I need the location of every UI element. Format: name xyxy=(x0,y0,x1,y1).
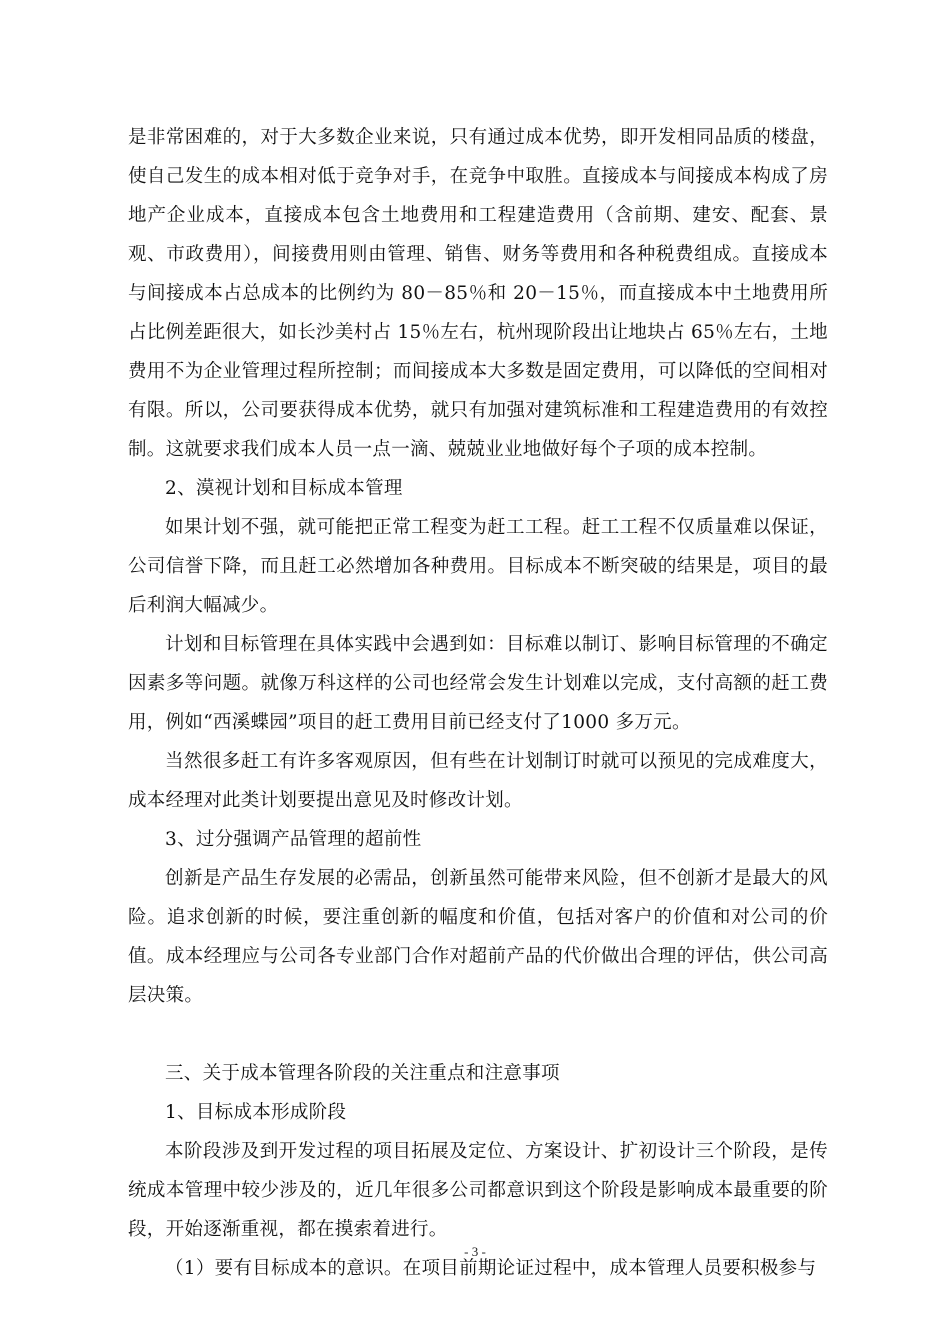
paragraph-innovation: 创新是产品生存发展的必需品，创新虽然可能带来风险，但不创新才是最大的风险。追求创新的时候，要注重创新的幅度和价值，包括对客户的价值和对公司的价值。成本经理应与公司各专业部门合作对超前产品的代价做出合理的评估，供公司高层决策。 xyxy=(128,868,828,1006)
heading-overemphasis-innovation: 3、过分强调产品管理的超前性 xyxy=(165,829,422,850)
paragraph-stage-description: 本阶段涉及到开发过程的项目拓展及定位、方案设计、扩初设计三个阶段，是传统成本管理中较少涉及的，近几年很多公司都意识到这个阶段是影响成本最重要的阶段，开始逐渐重视，都在摸索着进行。 xyxy=(128,1141,828,1240)
heading-target-cost-stage: 1、目标成本形成阶段 xyxy=(165,1102,347,1123)
paragraph-weak-planning: 如果计划不强，就可能把正常工程变为赶工工程。赶工工程不仅质量难以保证，公司信誉下降，而且赶工必然增加各种费用。目标成本不断突破的结果是，项目的最后利润大幅减少。 xyxy=(128,517,828,616)
document-body xyxy=(128,118,828,1288)
paragraph-cost-advantage: 是非常困难的，对于大多数企业来说，只有通过成本优势，即开发相同品质的楼盘，使自己发生的成本相对低于竞争对手，在竞争中取胜。直接成本与间接成本构成了房地产企业成本，直接成本包含土地费用和工程建造费用（含前期、建安、配套、景观、市政费用），间接费用则由管理、销售、财务等费用和各种税费组成。直接成本与间接成本占总成本的比例约为 80－85％和 20－15％，而直接成本中土地费用所占比例差距很大，如长沙美村占 15％左右，杭州现阶段出让地块占 65％左右，土地费用不为企业管理过程所控制；而间接成本大多数是固定费用，可以降低的空间相对有限。所以，公司要获得成本优势，就只有加强对建筑标准和工程建造费用的有效控制。这就要求我们成本人员一点一滴、兢兢业业地做好每个子项的成本控制。 xyxy=(128,127,828,460)
paragraph-target-cost-awareness: （1）要有目标成本的意识。在项目前期论证过程中，成本管理人员要积极参与 xyxy=(165,1258,817,1279)
heading-neglect-planning: 2、漠视计划和目标成本管理 xyxy=(165,478,403,499)
section-spacer xyxy=(128,1015,828,1054)
paragraph-target-management: 计划和目标管理在具体实践中会遇到如：目标难以制订、影响目标管理的不确定因素多等问题。就像万科这样的公司也经常会发生计划难以完成，支付高额的赶工费用，例如“西溪蝶园”项目的赶工费用目前已经支付了1000 多万元。 xyxy=(128,634,828,733)
page-number: - 3 - xyxy=(464,1244,486,1259)
paragraph-rush-work: 当然很多赶工有许多客观原因，但有些在计划制订时就可以预见的完成难度大，成本经理对此类计划要提出意见及时修改计划。 xyxy=(128,751,828,811)
heading-section-three: 三、关于成本管理各阶段的关注重点和注意事项 xyxy=(165,1063,560,1084)
